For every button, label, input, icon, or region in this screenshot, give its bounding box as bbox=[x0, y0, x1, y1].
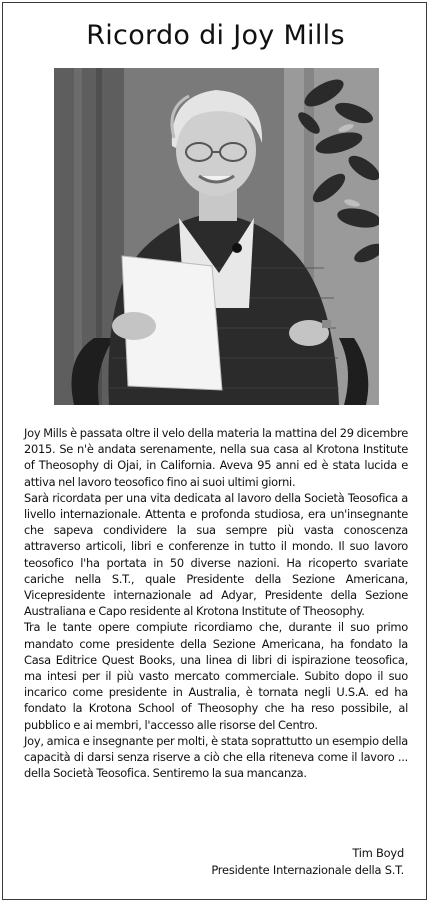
portrait-photo bbox=[54, 68, 379, 405]
signature-role: Presidente Internazionale della S.T. bbox=[211, 863, 404, 877]
article-paragraph: Tra le tante opere compiute ricordiamo che, durante il suo primo mandato come presidente della Sezione Americana, ha fondato la Casa Editrice Quest Books, una linea di libri di ispirazione teosofica, ma intesi per il più vasto mercato commerciale. Subito dopo il suo incarico come presidente in Australia, è tornata negli U.S.A. ed ha fondato la Krotona School of Theosophy che ha reso possibile, al pubblico e ai membri, l'accesso alle risorse del Centro. bbox=[24, 620, 408, 732]
article-paragraph: Sarà ricordata per una vita dedicata al lavoro della Società Teosofica a livello internazionale. Attenta e profonda studiosa, era un'insegnante che sapeva condividere la sua sempre più vasta conoscenza attraverso articoli, libri e conferenze in tutto il mondo. Il suo lavoro teosofico l'ha portata in 50 diverse nazioni. Ha ricoperto svariate cariche nella S.T., quale Presidente della Sezione Americana, Vicepresidente internazionale ad Adyar, Presidente della Sezione Australiana e Capo residente al Krotona Institute of Theosophy. bbox=[24, 490, 408, 619]
signature-block bbox=[211, 845, 404, 879]
signature-name: Tim Boyd bbox=[352, 846, 404, 860]
article-paragraph: Joy, amica e insegnante per molti, è stata soprattutto un esempio della capacità di darsi senza riserve a ciò che ella riteneva come il lavoro ... della Società Teosofica. Sentiremo la sua mancanza. bbox=[24, 733, 408, 781]
article-paragraph: Joy Mills è passata oltre il velo della materia la mattina del 29 dicembre 2015. Se n'è andata serenamente, nella sua casa al Krotona Institute of Theosophy di Ojai, in California. Aveva 95 anni ed è stata lucida e attiva nel lavoro teosofico fino ai suoi ultimi giorni. bbox=[24, 426, 408, 489]
article-body bbox=[24, 425, 408, 781]
article-title: Ricordo di Joy Mills bbox=[86, 20, 345, 51]
